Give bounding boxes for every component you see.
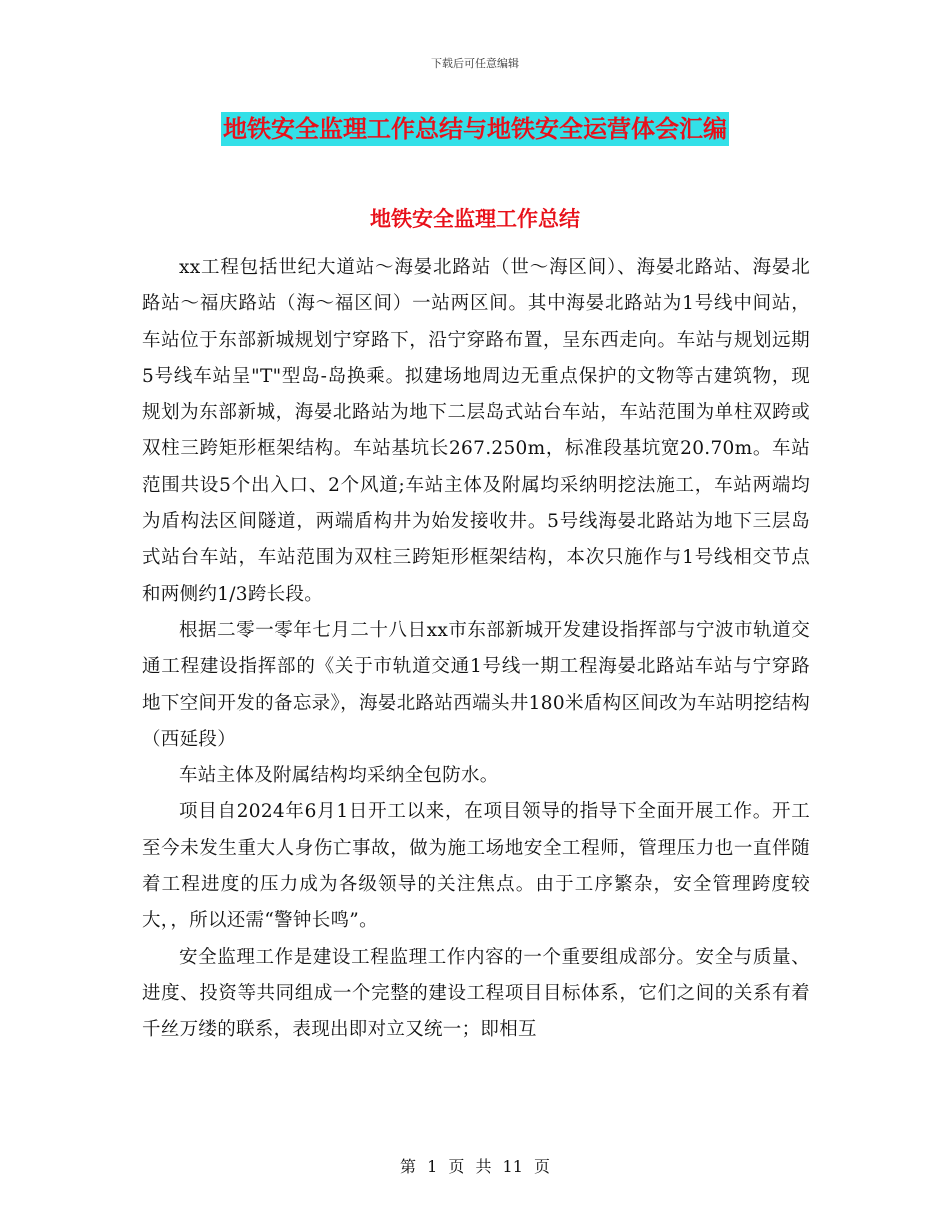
document-title-container: [0, 112, 950, 146]
document-title: 地铁安全监理工作总结与地铁安全运营体会汇编: [221, 112, 729, 146]
paragraph: 根据二零一零年七月二十八日xx市东部新城开发建设指挥部与宁波市轨道交通工程建设指挥部的《关于市轨道交通1号线一期工程海晏北路站车站与宁穿路地下空间开发的备忘录》，海晏北路站西端头井180米盾构区间改为车站明挖结构（西延段）: [142, 619, 810, 750]
page-footer: 第 1 页 共 11 页: [400, 1157, 550, 1176]
paragraph: xx工程包括世纪大道站～海晏北路站（世～海区间）、海晏北路站、海晏北路站～福庆路站（海～福区间）一站两区间。其中海晏北路站为1号线中间站，车站位于东部新城规划宁穿路下，沿宁穿路布置，呈东西走向。车站与规划远期5号线车站呈"T"型岛-岛换乘。拟建场地周边无重点保护的文物等古建筑物，现规划为东部新城，海晏北路站为地下二层岛式站台车站，车站范围为单柱双跨或双柱三跨矩形框架结构。车站基坑长267.250m，标准段基坑宽20.70m。车站范围共设5个出入口、2个风道;车站主体及附属均采纳明挖法施工，车站两端均为盾构法区间隧道，两端盾构井为始发接收井。5号线海晏北路站为地下三层岛式站台车站，车站范围为双柱三跨矩形框架结构，本次只施作与1号线相交节点和两侧约1/3跨长段。: [142, 257, 810, 605]
page-header-note: 下载后可任意编辑: [431, 57, 519, 70]
document-body: [142, 250, 810, 1049]
paragraph: 安全监理工作是建设工程监理工作内容的一个重要组成部分。安全与质量、进度、投资等共同组成一个完整的建设工程项目目标体系，它们之间的关系有着千丝万缕的联系，表现出即对立又统一；即相互: [142, 946, 810, 1041]
paragraph: 车站主体及附属结构均采纳全包防水。: [179, 765, 499, 787]
paragraph: 项目自2024年6月1日开工以来，在项目领导的指导下全面开展工作。开工至今未发生重大人身伤亡事故，做为施工场地安全工程师，管理压力也一直伴随着工程进度的压力成为各级领导的关注焦点。由于工序繁杂，安全管理跨度较大，，所以还需“警钟长鸣”。: [142, 801, 810, 932]
section-title: 地铁安全监理工作总结: [370, 207, 580, 231]
